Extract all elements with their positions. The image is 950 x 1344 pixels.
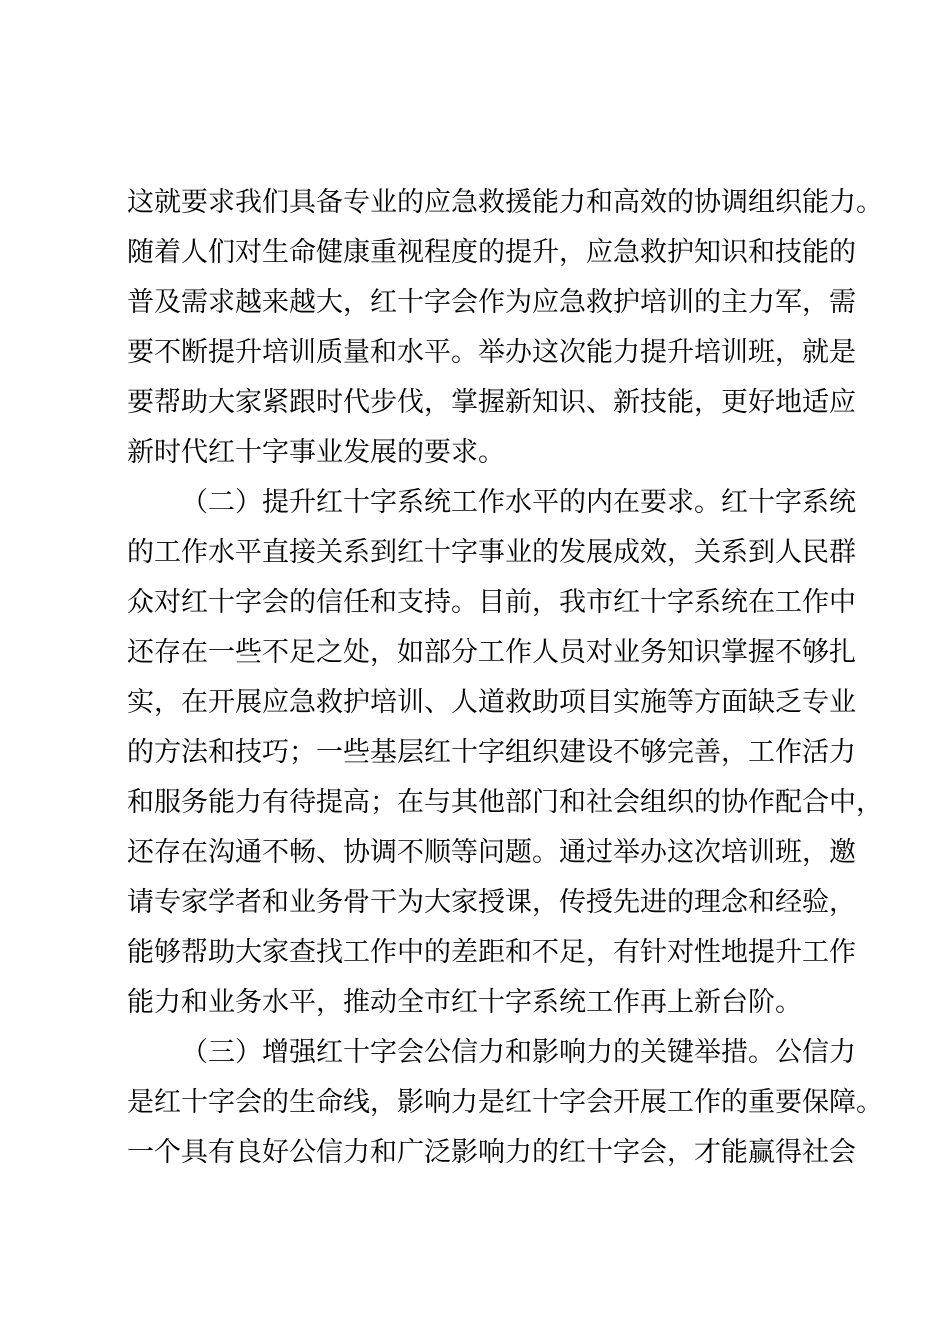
text-line: 实，在开展应急救护培训、人道救助项目实施等方面缺乏专业 (127, 687, 856, 718)
text-line: 这就要求我们具备专业的应急救援能力和高效的协调组织能力。 (127, 187, 883, 218)
text-line: 请专家学者和业务骨干为大家授课，传授先进的理念和经验， (127, 887, 856, 918)
text-line: 要不断提升培训质量和水平。举办这次能力提升培训班，就是 (127, 337, 856, 368)
paragraph-heading-line: （二）提升红十字系统工作水平的内在要求。红十字系统 (181, 487, 856, 518)
text-line: 普及需求越来越大，红十字会作为应急救护培训的主力军，需 (127, 287, 856, 318)
text-line: 新时代红十字事业发展的要求。 (127, 437, 505, 468)
text-line: 随着人们对生命健康重视程度的提升，应急救护知识和技能的 (127, 237, 856, 268)
text-line: 要帮助大家紧跟时代步伐，掌握新知识、新技能，更好地适应 (127, 387, 856, 418)
text-line: 还存在沟通不畅、协调不顺等问题。通过举办这次培训班，邀 (127, 837, 856, 868)
paragraph-heading-line: （三）增强红十字会公信力和影响力的关键举措。公信力 (181, 1037, 856, 1068)
text-line: 能力和业务水平，推动全市红十字系统工作再上新台阶。 (127, 987, 802, 1018)
text-line: 是红十字会的生命线，影响力是红十字会开展工作的重要保障。 (127, 1087, 883, 1118)
text-line: 众对红十字会的信任和支持。目前，我市红十字系统在工作中 (127, 587, 856, 618)
text-line: 一个具有良好公信力和广泛影响力的红十字会，才能赢得社会 (127, 1137, 856, 1168)
text-line: 和服务能力有待提高；在与其他部门和社会组织的协作配合中， (127, 787, 883, 818)
text-line: 的方法和技巧；一些基层红十字组织建设不够完善，工作活力 (127, 737, 856, 768)
text-line: 能够帮助大家查找工作中的差距和不足，有针对性地提升工作 (127, 937, 856, 968)
text-line: 的工作水平直接关系到红十字事业的发展成效，关系到人民群 (127, 537, 856, 568)
text-line: 还存在一些不足之处，如部分工作人员对业务知识掌握不够扎 (127, 637, 856, 668)
